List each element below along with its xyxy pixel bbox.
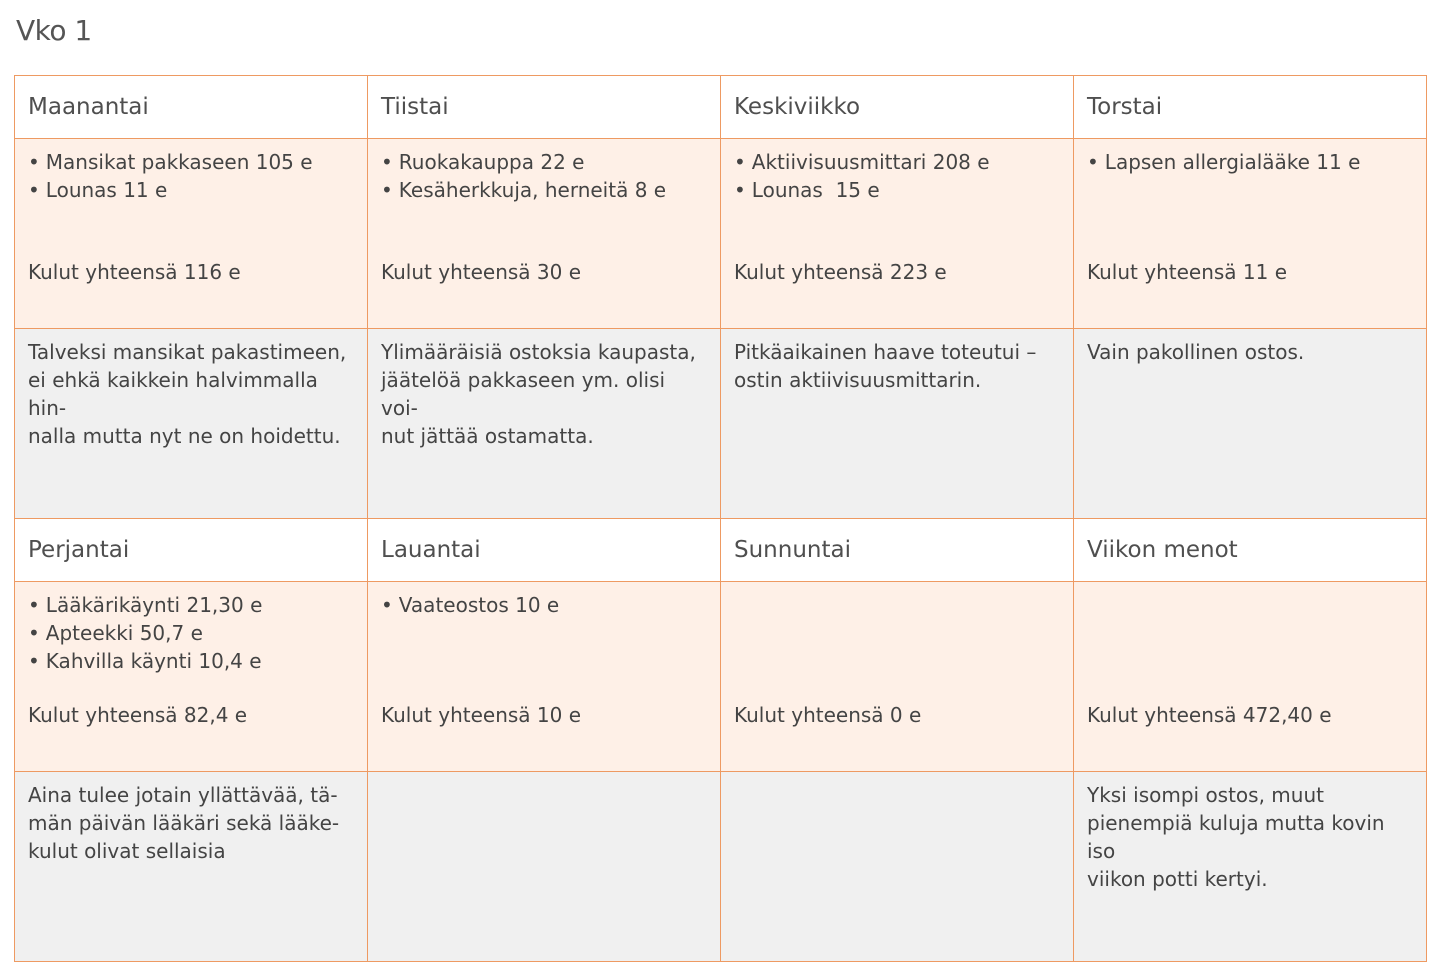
note-line: Talveksi mansikat pakastimeen, <box>28 340 347 364</box>
expense-item: • Vaateostos 10 e <box>381 591 707 619</box>
expense-cell-sunnuntai <box>721 582 1074 772</box>
expense-item: • Ruokakauppa 22 e <box>381 148 707 176</box>
day-name: Keskiviikko <box>734 94 861 120</box>
day-header-tiistai <box>368 76 721 139</box>
day-header-row <box>15 76 1427 139</box>
day-name: Maanantai <box>28 94 149 120</box>
expense-row <box>15 582 1427 772</box>
note-cell-keskiviikko <box>721 329 1074 519</box>
expense-total: Kulut yhteensä 10 e <box>381 703 582 727</box>
note-line: pienempiä kuluja mutta kovin iso <box>1087 811 1385 863</box>
note-line: Vain pakollinen ostos. <box>1087 340 1305 364</box>
note-cell-maanantai <box>15 329 368 519</box>
expense-list <box>381 148 707 204</box>
note-cell-sunnuntai <box>721 772 1074 962</box>
expense-total: Kulut yhteensä 223 e <box>734 260 947 284</box>
expense-item: • Mansikat pakkaseen 105 e <box>28 148 354 176</box>
expense-item: • Kahvilla käynti 10,4 e <box>28 647 354 675</box>
day-header-perjantai <box>15 519 368 582</box>
expense-total: Kulut yhteensä 0 e <box>734 703 922 727</box>
note-line: män päivän lääkäri sekä lääke- <box>28 811 340 835</box>
day-name: Perjantai <box>28 537 130 563</box>
note-cell-lauantai <box>368 772 721 962</box>
note-line: ei ehkä kaikkein halvimmalla hin- <box>28 368 318 420</box>
expense-list <box>28 591 354 675</box>
day-header-maanantai <box>15 76 368 139</box>
note-line: nut jättää ostamatta. <box>381 424 594 448</box>
expense-cell-keskiviikko <box>721 139 1074 329</box>
expense-item: • Lounas 11 e <box>28 176 354 204</box>
note-line: kulut olivat sellaisia <box>28 839 226 863</box>
day-header-viikon-menot <box>1074 519 1427 582</box>
note-line: Aina tulee jotain yllättävää, tä- <box>28 783 338 807</box>
expense-list <box>734 148 1060 204</box>
day-name: Lauantai <box>381 537 481 563</box>
note-line: Yksi isompi ostos, muut <box>1087 783 1324 807</box>
note-line: ostin aktiivisuusmittarin. <box>734 368 982 392</box>
expense-total: Kulut yhteensä 472,40 e <box>1087 703 1332 727</box>
day-name: Viikon menot <box>1087 537 1238 563</box>
expense-item: • Lapsen allergialääke 11 e <box>1087 148 1413 176</box>
day-name: Sunnuntai <box>734 537 851 563</box>
note-cell-viikon-menot <box>1074 772 1427 962</box>
expense-cell-maanantai <box>15 139 368 329</box>
expense-cell-tiistai <box>368 139 721 329</box>
expense-total: Kulut yhteensä 30 e <box>381 260 582 284</box>
day-name: Torstai <box>1087 94 1163 120</box>
expense-total: Kulut yhteensä 82,4 e <box>28 703 248 727</box>
expense-list <box>28 148 354 204</box>
expense-item: • Lounas 15 e <box>734 176 1060 204</box>
note-line: jäätelöä pakkaseen ym. olisi voi- <box>381 368 666 420</box>
expense-total: Kulut yhteensä 11 e <box>1087 260 1288 284</box>
day-header-torstai <box>1074 76 1427 139</box>
expense-cell-torstai <box>1074 139 1427 329</box>
day-header-keskiviikko <box>721 76 1074 139</box>
expense-cell-perjantai <box>15 582 368 772</box>
expense-list <box>1087 148 1413 176</box>
expense-cell-lauantai <box>368 582 721 772</box>
note-line: Pitkäaikainen haave toteutui – <box>734 340 1037 364</box>
note-cell-perjantai <box>15 772 368 962</box>
day-header-sunnuntai <box>721 519 1074 582</box>
page-title: Vko 1 <box>16 14 92 47</box>
note-line: nalla mutta nyt ne on hoidettu. <box>28 424 341 448</box>
expense-item: • Apteekki 50,7 e <box>28 619 354 647</box>
expense-item: • Kesäherkkuja, herneitä 8 e <box>381 176 707 204</box>
expense-list <box>381 591 707 619</box>
expense-item: • Lääkärikäynti 21,30 e <box>28 591 354 619</box>
note-row <box>15 329 1427 519</box>
note-cell-tiistai <box>368 329 721 519</box>
day-name: Tiistai <box>381 94 449 120</box>
expense-cell-viikon-menot <box>1074 582 1427 772</box>
expense-total: Kulut yhteensä 116 e <box>28 260 241 284</box>
note-line: Ylimääräisiä ostoksia kaupasta, <box>381 340 696 364</box>
note-cell-torstai <box>1074 329 1427 519</box>
note-row <box>15 772 1427 962</box>
day-header-lauantai <box>368 519 721 582</box>
day-header-row <box>15 519 1427 582</box>
expense-item: • Aktiivisuusmittari 208 e <box>734 148 1060 176</box>
expense-row <box>15 139 1427 329</box>
weekly-expense-table <box>14 75 1427 962</box>
note-line: viikon potti kertyi. <box>1087 867 1268 891</box>
